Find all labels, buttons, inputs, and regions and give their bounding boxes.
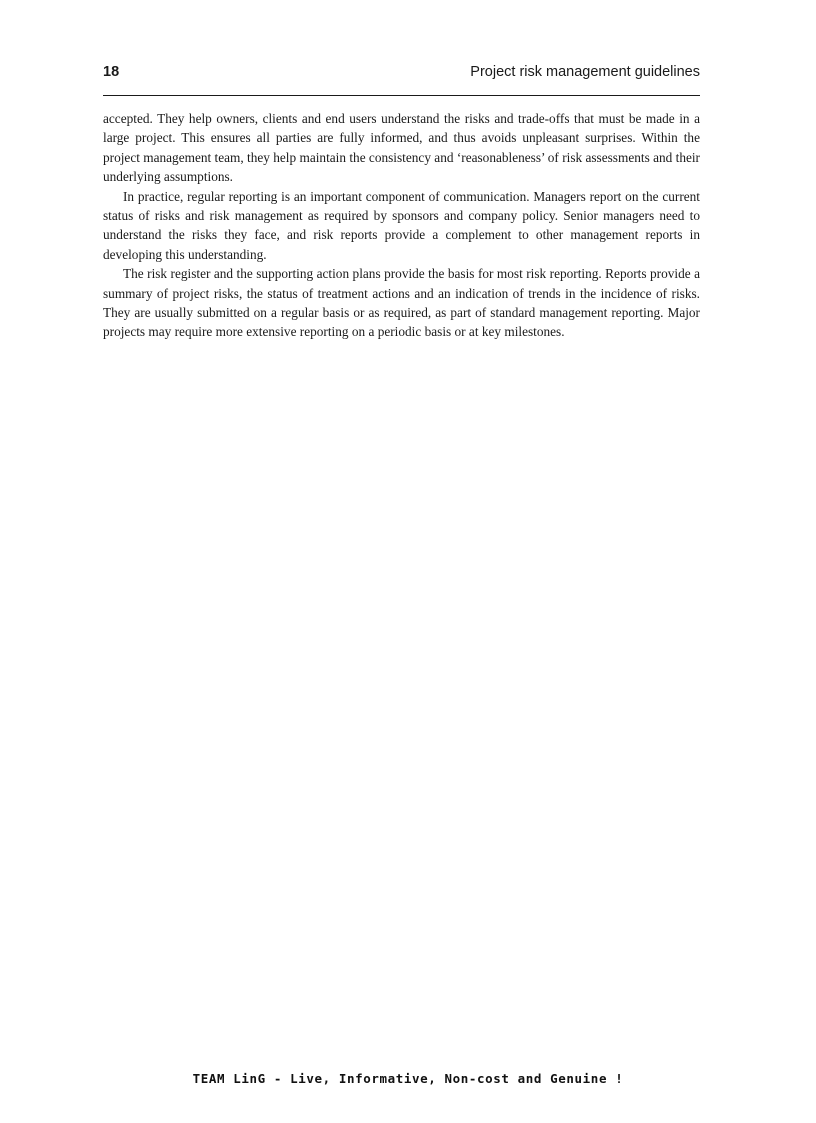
paragraph-risk-register: The risk register and the supporting action plans provide the basis for most risk reporting. Reports provide a summary of project risks, the status of treatment actions and an indication of trends in the incidence of risks. They are usually submitted on a regular basis or as required, as part of standard management reporting. Major projects may require more extensive reporting on a periodic basis or at key milestones.: [103, 266, 700, 340]
paragraph-reporting-practice: In practice, regular reporting is an important component of communication. Managers report on the current status of risks and risk management as required by sponsors and company policy. Senior managers need to understand the risks they face, and risk reports provide a complement to other management reports in developing this understanding.: [103, 188, 700, 262]
page-number: 18: [103, 64, 120, 80]
running-title: Project risk management guidelines: [470, 64, 700, 80]
footer-banner: TEAM LinG - Live, Informative, Non-cost and Genuine !: [192, 1071, 624, 1086]
header-rule: [103, 95, 700, 96]
running-head: [103, 64, 700, 84]
body-text: [103, 109, 700, 342]
paragraph-continuation: accepted. They help owners, clients and end users understand the risks and trade-offs that must be made in a large project. This ensures all parties are fully informed, and thus avoids unpleasant surprises. Within the project management team, they help maintain the consistency and ‘reasonableness’ of risk assessments and their underlying assumptions.: [103, 111, 700, 185]
